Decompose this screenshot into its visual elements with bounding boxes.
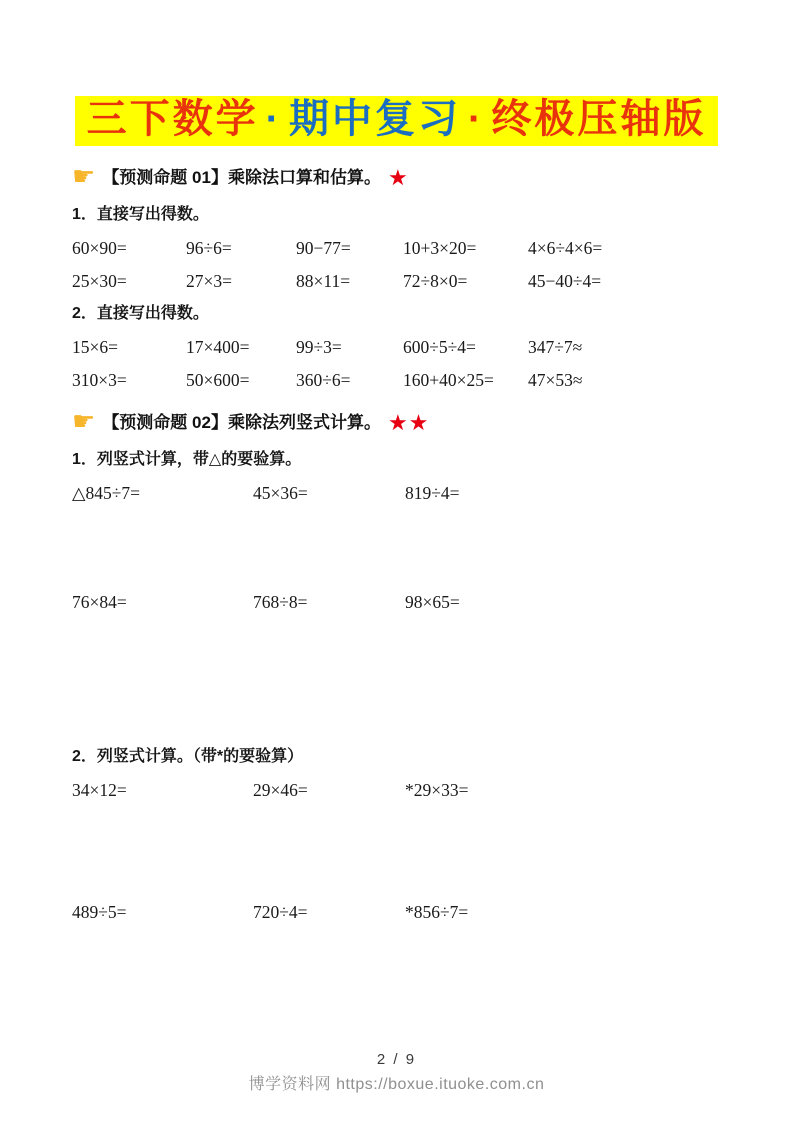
- site-watermark: 博学资料网 https://boxue.ituoke.com.cn: [248, 1076, 545, 1093]
- question-label: 2．直接写出得数。: [72, 304, 209, 322]
- problem-row: [72, 482, 729, 504]
- star-icon: ★★: [387, 409, 430, 435]
- problem-row: [72, 779, 729, 801]
- math-problem: △845÷7=: [72, 482, 140, 503]
- problem-row: [72, 237, 729, 259]
- question-label: 1．直接写出得数。: [72, 205, 209, 223]
- page-title: [75, 96, 719, 146]
- math-problem: 600÷5÷4=: [403, 336, 476, 357]
- math-problem: 45−40÷4=: [528, 270, 602, 291]
- problem-row: [72, 901, 729, 923]
- title-part-edition: 终极压轴版: [491, 97, 707, 141]
- question-label: 1．列竖式计算，带△的要验算。: [72, 450, 302, 468]
- question-label: 2．列竖式计算。（带*的要验算）: [72, 747, 304, 765]
- math-problem: *856÷7=: [405, 901, 469, 922]
- math-problem: 76×84=: [72, 591, 127, 612]
- math-problem: 347÷7≈: [528, 336, 583, 357]
- blank-work-area: [72, 515, 729, 591]
- worksheet-content: [0, 160, 793, 923]
- math-problem: 15×6=: [72, 336, 118, 357]
- pointing-hand-icon: ☛: [72, 160, 96, 191]
- problem-row: [72, 591, 729, 613]
- math-problem: 720÷4=: [253, 901, 308, 922]
- math-problem: 34×12=: [72, 779, 127, 800]
- section-02-header: [72, 405, 729, 436]
- math-problem: 99÷3=: [296, 336, 342, 357]
- problem-row: [72, 270, 729, 292]
- title-separator-dot-icon: ·: [468, 97, 485, 141]
- math-problem: 90−77=: [296, 237, 351, 258]
- math-problem: 17×400=: [186, 336, 250, 357]
- math-problem: 96÷6=: [186, 237, 232, 258]
- math-problem: 160+40×25=: [403, 369, 494, 390]
- title-part-grade: 三下数学: [86, 97, 259, 141]
- star-icon: ★: [387, 164, 409, 190]
- math-problem: 819÷4=: [405, 482, 460, 503]
- math-problem: 768÷8=: [253, 591, 308, 612]
- section-01-header: [72, 160, 729, 191]
- math-problem: 310×3=: [72, 369, 127, 390]
- math-problem: 50×600=: [186, 369, 250, 390]
- title-part-midterm: 期中复习: [289, 97, 461, 141]
- page-footer: [0, 1051, 793, 1094]
- title-banner: [0, 0, 793, 146]
- math-problem: 4×6÷4×6=: [528, 237, 603, 258]
- math-problem: 489÷5=: [72, 901, 127, 922]
- pointing-hand-icon: ☛: [72, 405, 96, 436]
- math-problem: 47×53≈: [528, 369, 583, 390]
- math-problem: 88×11=: [296, 270, 351, 291]
- section-02-title: 【预测命题 02】乘除法列竖式计算。: [102, 412, 381, 432]
- math-problem: 60×90=: [72, 237, 127, 258]
- math-problem: 27×3=: [186, 270, 232, 291]
- math-problem: 360÷6=: [296, 369, 351, 390]
- problem-row: [72, 336, 729, 358]
- math-problem: *29×33=: [405, 779, 469, 800]
- math-problem: 45×36=: [253, 482, 308, 503]
- math-problem: 10+3×20=: [403, 237, 477, 258]
- section-01-title: 【预测命题 01】乘除法口算和估算。: [102, 167, 381, 187]
- blank-work-area: [72, 624, 729, 746]
- math-problem: 98×65=: [405, 591, 460, 612]
- math-problem: 29×46=: [253, 779, 308, 800]
- math-problem: 72÷8×0=: [403, 270, 468, 291]
- title-separator-dot-icon: ·: [265, 97, 282, 141]
- problem-row: [72, 369, 729, 391]
- page-number: 2 / 9: [376, 1051, 417, 1068]
- math-problem: 25×30=: [72, 270, 127, 291]
- blank-work-area: [72, 812, 729, 901]
